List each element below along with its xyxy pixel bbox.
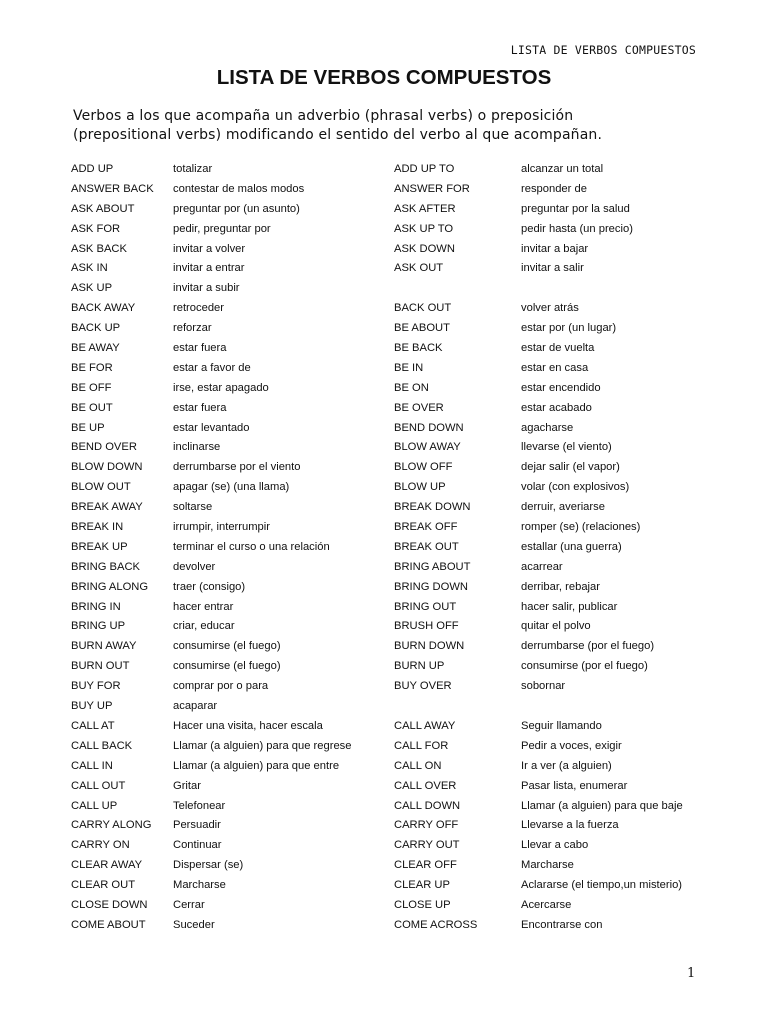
verb-row <box>71 578 711 598</box>
phrasal-verb-right: ASK AFTER <box>394 202 456 215</box>
phrasal-verb-left: CLEAR OUT <box>71 879 136 892</box>
verb-row <box>71 339 711 359</box>
intro-line-2: (prepositional verbs) modificando el sentido del verbo al que acompañan. <box>73 127 603 143</box>
phrasal-verb-right: CLEAR OFF <box>394 859 457 872</box>
phrasal-verb-right: BLOW OFF <box>394 461 453 474</box>
verb-row <box>71 299 711 319</box>
meaning-left: preguntar por (un asunto) <box>173 202 300 215</box>
phrasal-verb-left: BE AWAY <box>71 342 120 355</box>
meaning-right: estar de vuelta <box>521 342 595 355</box>
verb-row <box>71 240 711 260</box>
meaning-left: invitar a subir <box>173 282 240 295</box>
meaning-left: Continuar <box>173 839 222 852</box>
phrasal-verb-right: BLOW UP <box>394 481 446 494</box>
phrasal-verb-right: BE ABOUT <box>394 322 450 335</box>
meaning-left: estar a favor de <box>173 361 251 374</box>
phrasal-verb-left: CARRY ON <box>71 839 130 852</box>
phrasal-verb-right: CALL ON <box>394 759 442 772</box>
phrasal-verb-left: BACK AWAY <box>71 302 136 315</box>
meaning-right: volver atrás <box>521 302 579 315</box>
verb-row <box>71 916 711 936</box>
phrasal-verb-right: CALL DOWN <box>394 799 461 812</box>
phrasal-verb-right: CARRY OUT <box>394 839 460 852</box>
meaning-right: Llamar (a alguien) para que baje <box>521 799 683 812</box>
meaning-left: estar fuera <box>173 342 227 355</box>
verb-row <box>71 896 711 916</box>
meaning-right: invitar a bajar <box>521 242 589 255</box>
phrasal-verb-left: BRING ALONG <box>71 580 149 593</box>
meaning-left: retroceder <box>173 302 224 315</box>
phrasal-verb-left: ASK ABOUT <box>71 202 135 215</box>
phrasal-verb-left: BURN OUT <box>71 660 130 673</box>
verb-row <box>71 816 711 836</box>
phrasal-verb-right: BE IN <box>394 361 424 374</box>
meaning-right: hacer salir, publicar <box>521 600 618 613</box>
meaning-left: estar levantado <box>173 421 250 434</box>
phrasal-verb-right: CALL AWAY <box>394 719 456 732</box>
phrasal-verb-right: BURN DOWN <box>394 640 465 653</box>
verb-row <box>71 498 711 518</box>
meaning-right: preguntar por la salud <box>521 202 630 215</box>
meaning-left: irrumpir, interrumpir <box>173 521 270 534</box>
phrasal-verb-right: CALL OVER <box>394 779 457 792</box>
verb-row <box>71 259 711 279</box>
phrasal-verb-left: CALL AT <box>71 719 115 732</box>
phrasal-verb-left: BREAK AWAY <box>71 501 143 514</box>
meaning-left: Persuadir <box>173 819 221 832</box>
phrasal-verb-right: BE ON <box>394 381 429 394</box>
phrasal-verb-left: CLOSE DOWN <box>71 898 148 911</box>
meaning-right: sobornar <box>521 680 566 693</box>
phrasal-verb-left: BE UP <box>71 421 105 434</box>
meaning-left: devolver <box>173 560 216 573</box>
verb-row <box>71 518 711 538</box>
meaning-right: Llevarse a la fuerza <box>521 819 619 832</box>
phrasal-verb-left: BRING BACK <box>71 560 141 573</box>
meaning-left: estar fuera <box>173 401 227 414</box>
running-header: LISTA DE VERBOS COMPUESTOS <box>510 43 696 57</box>
verb-row <box>71 399 711 419</box>
verb-row <box>71 538 711 558</box>
meaning-left: Gritar <box>173 779 201 792</box>
meaning-right: Marcharse <box>521 859 574 872</box>
meaning-left: Telefonear <box>173 799 226 812</box>
verb-row <box>71 200 711 220</box>
meaning-left: apagar (se) (una llama) <box>173 481 290 494</box>
phrasal-verb-right: BRING DOWN <box>394 580 468 593</box>
phrasal-verb-left: BRING UP <box>71 620 126 633</box>
phrasal-verb-right: BRING ABOUT <box>394 560 471 573</box>
verb-row <box>71 757 711 777</box>
phrasal-verb-left: BE OFF <box>71 381 112 394</box>
meaning-left: criar, educar <box>173 620 235 633</box>
intro-line-1: Verbos a los que acompaña un adverbio (phrasal verbs) o preposición <box>73 108 574 124</box>
verb-row <box>71 777 711 797</box>
phrasal-verb-right: CLEAR UP <box>394 879 450 892</box>
verb-row <box>71 717 711 737</box>
meaning-left: Suceder <box>173 918 215 931</box>
verb-row <box>71 876 711 896</box>
meaning-right: romper (se) (relaciones) <box>521 521 641 534</box>
meaning-right: Pasar lista, enumerar <box>521 779 628 792</box>
phrasal-verb-right: ASK UP TO <box>394 222 454 235</box>
phrasal-verb-left: ANSWER BACK <box>71 182 154 195</box>
meaning-right: Acercarse <box>521 898 572 911</box>
meaning-right: estar encendido <box>521 381 601 394</box>
phrasal-verb-right: BUY OVER <box>394 680 452 693</box>
phrasal-verb-right: BREAK OFF <box>394 521 458 534</box>
meaning-left: consumirse (el fuego) <box>173 640 281 653</box>
phrasal-verb-right: BLOW AWAY <box>394 441 461 454</box>
meaning-left: traer (consigo) <box>173 580 246 593</box>
phrasal-verb-left: BE FOR <box>71 361 113 374</box>
verb-row <box>71 558 711 578</box>
phrasal-verb-left: BRING IN <box>71 600 121 613</box>
meaning-right: Pedir a voces, exigir <box>521 739 622 752</box>
verb-row <box>71 598 711 618</box>
verb-row <box>71 160 711 180</box>
phrasal-verb-left: CALL UP <box>71 799 118 812</box>
meaning-right: estallar (una guerra) <box>521 540 622 553</box>
phrasal-verb-right: BRING OUT <box>394 600 457 613</box>
meaning-left: soltarse <box>173 501 213 514</box>
phrasal-verb-right: BEND DOWN <box>394 421 464 434</box>
phrasal-verb-left: ADD UP <box>71 163 114 175</box>
meaning-left: Marcharse <box>173 879 226 892</box>
meaning-left: Llamar (a alguien) para que regrese <box>173 739 352 752</box>
meaning-right: estar en casa <box>521 361 589 374</box>
meaning-right: llevarse (el viento) <box>521 441 612 454</box>
phrasal-verb-right: CALL FOR <box>394 739 449 752</box>
meaning-left: Dispersar (se) <box>173 859 244 872</box>
meaning-right: alcanzar un total <box>521 163 604 175</box>
meaning-left: derrumbarse por el viento <box>173 461 301 474</box>
phrasal-verb-left: BLOW OUT <box>71 481 131 494</box>
phrasal-verb-right: COME ACROSS <box>394 918 478 931</box>
verb-row <box>71 657 711 677</box>
meaning-left: Hacer una visita, hacer escala <box>173 719 323 732</box>
phrasal-verb-left: BLOW DOWN <box>71 461 143 474</box>
phrasal-verb-left: BACK UP <box>71 322 121 335</box>
meaning-right: responder de <box>521 182 587 195</box>
phrasal-verb-right: ANSWER FOR <box>394 182 470 195</box>
phrasal-verb-right: BURN UP <box>394 660 445 673</box>
phrasal-verb-right: BREAK DOWN <box>394 501 471 514</box>
verb-row <box>71 279 711 299</box>
phrasal-verb-left: BE OUT <box>71 401 113 414</box>
verb-row <box>71 220 711 240</box>
meaning-right: Encontrarse con <box>521 918 603 931</box>
phrasal-verb-right: CARRY OFF <box>394 819 459 832</box>
meaning-left: acaparar <box>173 700 218 713</box>
phrasal-verb-left: ASK FOR <box>71 222 121 235</box>
meaning-right: derribar, rebajar <box>521 580 600 593</box>
meaning-left: hacer entrar <box>173 600 234 613</box>
phrasal-verb-left: BREAK IN <box>71 521 124 534</box>
meaning-right: Seguir llamando <box>521 719 602 732</box>
verb-row <box>71 478 711 498</box>
verb-row <box>71 379 711 399</box>
phrasal-verb-right: ASK OUT <box>394 262 444 275</box>
phrasal-verb-left: CALL BACK <box>71 739 133 752</box>
page-number: 1 <box>687 966 696 981</box>
phrasal-verb-left: BUY FOR <box>71 680 121 693</box>
meaning-right: acarrear <box>521 560 563 573</box>
meaning-left: inclinarse <box>173 441 221 454</box>
verb-row <box>71 797 711 817</box>
verb-row <box>71 419 711 439</box>
meaning-left: Llamar (a alguien) para que entre <box>173 759 340 772</box>
meaning-right: dejar salir (el vapor) <box>521 461 620 474</box>
phrasal-verb-left: ASK UP <box>71 282 113 295</box>
phrasal-verb-left: COME ABOUT <box>71 918 146 931</box>
verb-row <box>71 637 711 657</box>
verb-row <box>71 697 711 717</box>
phrasal-verb-left: ASK IN <box>71 262 108 275</box>
phrasal-verb-left: ASK BACK <box>71 242 127 255</box>
verb-row <box>71 836 711 856</box>
meaning-left: irse, estar apagado <box>173 381 269 394</box>
meaning-right: invitar a salir <box>521 262 584 275</box>
phrasal-verb-left: BUY UP <box>71 700 113 713</box>
meaning-left: reforzar <box>173 322 212 335</box>
phrasal-verb-right: BE BACK <box>394 342 443 355</box>
verb-list <box>71 160 711 936</box>
verb-row <box>71 458 711 478</box>
meaning-left: comprar por o para <box>173 680 269 693</box>
phrasal-verb-left: BREAK UP <box>71 540 128 553</box>
meaning-right: Llevar a cabo <box>521 839 589 852</box>
meaning-right: estar por (un lugar) <box>521 322 617 335</box>
meaning-left: pedir, preguntar por <box>173 222 271 235</box>
verb-row <box>71 677 711 697</box>
meaning-left: totalizar <box>173 163 213 175</box>
phrasal-verb-right: ADD UP TO <box>394 163 455 175</box>
meaning-right: agacharse <box>521 421 574 434</box>
meaning-left: contestar de malos modos <box>173 182 305 195</box>
phrasal-verb-right: BREAK OUT <box>394 540 459 553</box>
phrasal-verb-right: CLOSE UP <box>394 898 451 911</box>
phrasal-verb-right: ASK DOWN <box>394 242 455 255</box>
verb-row <box>71 180 711 200</box>
phrasal-verb-left: BEND OVER <box>71 441 137 454</box>
phrasal-verb-right: BE OVER <box>394 401 444 414</box>
meaning-left: terminar el curso o una relación <box>173 540 330 553</box>
meaning-right: Aclararse (el tiempo,un misterio) <box>521 879 683 892</box>
meaning-left: invitar a entrar <box>173 262 245 275</box>
verb-row <box>71 319 711 339</box>
phrasal-verb-left: CALL IN <box>71 759 113 772</box>
phrasal-verb-left: CARRY ALONG <box>71 819 152 832</box>
verb-row <box>71 359 711 379</box>
phrasal-verb-left: CALL OUT <box>71 779 126 792</box>
meaning-left: invitar a volver <box>173 242 246 255</box>
meaning-right: Ir a ver (a alguien) <box>521 759 612 772</box>
meaning-right: pedir hasta (un precio) <box>521 222 633 235</box>
phrasal-verb-left: CLEAR AWAY <box>71 859 143 872</box>
meaning-left: Cerrar <box>173 898 205 911</box>
meaning-right: derruir, averiarse <box>521 501 605 514</box>
verb-row <box>71 737 711 757</box>
phrasal-verb-right: BACK OUT <box>394 302 452 315</box>
verb-row <box>71 438 711 458</box>
meaning-right: derrumbarse (por el fuego) <box>521 640 655 653</box>
meaning-left: consumirse (el fuego) <box>173 660 281 673</box>
phrasal-verb-left: BURN AWAY <box>71 640 137 653</box>
meaning-right: quitar el polvo <box>521 620 591 633</box>
meaning-right: estar acabado <box>521 401 592 414</box>
phrasal-verb-right: BRUSH OFF <box>394 620 459 633</box>
intro-paragraph <box>73 107 713 145</box>
meaning-right: volar (con explosivos) <box>521 481 630 494</box>
meaning-right: consumirse (por el fuego) <box>521 660 648 673</box>
verb-row <box>71 617 711 637</box>
page-title: LISTA DE VERBOS COMPUESTOS <box>216 66 552 89</box>
verb-row <box>71 856 711 876</box>
